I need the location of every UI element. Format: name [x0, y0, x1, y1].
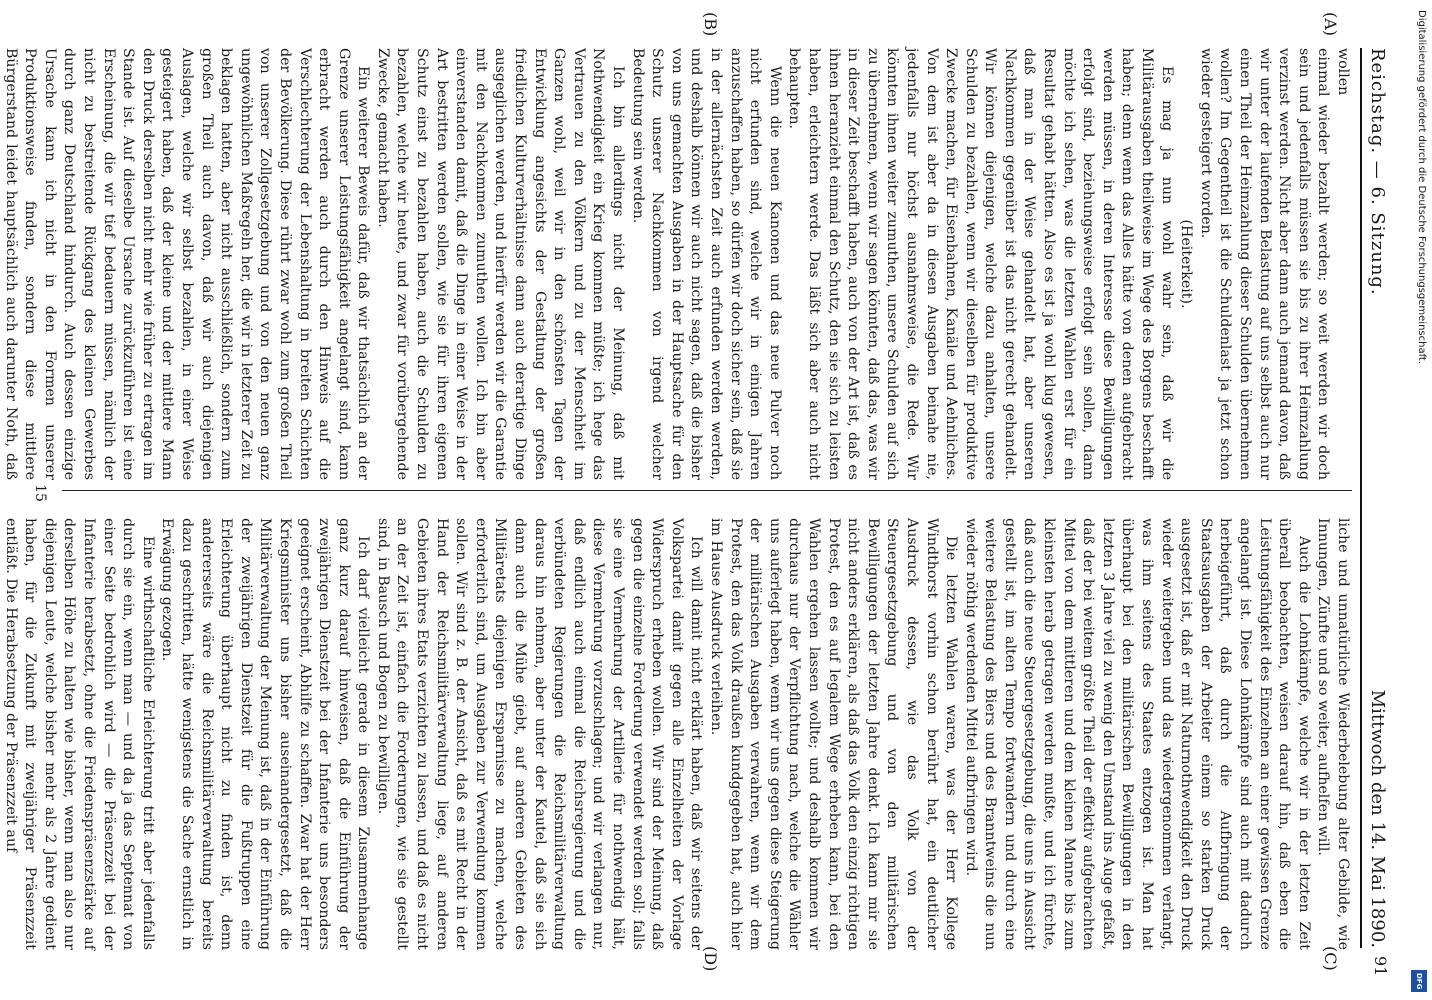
credit-text: Digitalisierung gefördert durch die Deutsche Forschungsgemeinschaft.: [1416, 10, 1427, 365]
margin-marker-a: (A): [1321, 12, 1340, 37]
margin-marker-d: (D): [701, 946, 720, 972]
right-column: [2, 518, 1352, 950]
header-title: Reichstag. — 6. Sitzung.: [1367, 48, 1388, 296]
paragraph: Es mag ja nun wohl wahr sein, daß wir die Militärausgaben theilweise im Wege des Borgens beschafft haben; denn wenn das Alles hätte von denen aufgebracht werden müssen, in deren Interesse diese Bewilligungen erfolgt sind, beziehungsweise erfolgt sein sollen, dann möchte ich sehen, was die letzten Wahlen erst für ein Resultat gehabt hätten. Also es ist ja wohl klug gewesen, daß man in der Weise gehandelt hat, aber unseren Nachkommen gegenüber ist das nicht gerecht gehandelt. Wir können diejenigen, welche dazu anhalten, unsere Schulden zu bezahlen, wenn wir dieselben für produktive Zwecke machen, für Eisenbahnen, Kanäle und Aehnliches. Von dem ist aber da in diesen Ausgaben beinahe nie, jedenfalls nur höchst ausnahmsweise, die Rede. Wir könnten ihnen weiter zumuthen, unsere Schulden auf sich zu übernehmen, wenn wir sagen könnten, daß das, was wir in dieser Zeit beschafft haben, auch von der Art ist, daß es ihnen heranzieht einmal den Schutz, den sie sich zu leisten haben, erleichtern werde. Das läßt sich aber auch nicht behaupten.: [786, 48, 1175, 480]
paragraph: Ein weiterer Beweis dafür, daß wir thatsächlich an der Grenze unserer Leistungsfähigkeit angelangt sind, kann erbracht werden auch durch den Hinweis auf die Verschlechterung der Lebenshaltung in breiten Schichten der Bevölkerung. Diese rührt zwar wohl zum großen Theil von unserer Zollgesetzgebung und von den neuen ganz ungewöhnlichen Maßregeln her, die wir in letzterer Zeit zu beklagen hatten, aber nicht ausschließlich, sondern zum großen Theil auch davon, daß wir auch diejenigen Auslagen, welche wir selbst bezahlen, in einer Weise gesteigert haben, daß der kleine und der mittlere Mann den Druck derselben nicht mehr wie früher zu ertragen im Stande ist. Auf dieselbe Ursache zurückzuführen ist eine Erscheinung, die wir tief bedauern müssen, nämlich der nicht zu bestreitende Rückgang des kleinen Gewerbes durch ganz Deutschland hindurch. Auch dessen einzige Ursache kann ich nicht in den Formen unserer Produktionsweise finden, sondern diese mittlere Bürgerstand leidet hauptsächlich auch darunter Noth, daß: [2, 48, 372, 480]
page-header: [1360, 48, 1392, 948]
paragraph: einmal wieder bezahlt werden; so weit werden wir doch sein und jedenfalls müssen sie bis zu ihrer Heimzahlung verzinst werden. Nicht aber dann auch jemand davon, daß wir unter der laufenden Belastung auf uns selbst auch nur einen Theil der Heimzahlung dieser Schulden übernehmen wollen? Im Gegentheil ist die Schuldenlast ja jetzt schon wieder gesteigert worden.: [1197, 48, 1332, 480]
paragraph: wollen: [1335, 48, 1351, 96]
header-date: Mittwoch den 14. Mai 1890.: [1367, 689, 1388, 948]
dfg-logo: DFG: [1411, 970, 1427, 992]
column-divider: [62, 490, 1352, 491]
document-page: [2, 8, 1410, 978]
paragraph: Die letzten Wahlen waren, was der Herr Kollege Windthorst vorhin schon berührt hat, ein deutlicher Ausdruck dessen, wie das Volk von der Steuergesetzgebung und von den militärischen Bewilligungen der letzten Jahre denkt. Ich kann mir sie nicht anders erklären, als daß das Volk den einzig richtigen Protest, den es auf legalem Wege erheben kann, bei den Wahlen ergehen lassen wollte; und deshalb kommen wir durchaus nur der Verpflichtung nach, welche die Wähler uns auferlegt haben, wenn wir uns gegen diese Steigerung der militärischen Ausgaben verwahren, wenn wir dem Protest, den das Volk draußen kundgegeben hat, auch hier im Hause Ausdruck verleihen.: [708, 518, 960, 950]
interjection: (Heiterkeit).: [1178, 219, 1195, 309]
margin-marker-b: (B): [701, 12, 720, 37]
paragraph: Auch die Lohnkämpfe, welche wir in der letzten Zeit überall beobachten, weisen darauf hin, daß eben die Leistungsfähigkeit des Einzelnen an einer gewissen Grenze angelangt ist. Diese Lohnkämpfe sind auch mit dadurch herbeigeführt, daß durch die Aufbringung der Staatsausgaben der Arbeiter einem so starken Druck ausgesetzt ist, daß er mit Naturnothwendigkeit den Druck wieder weitergeben und das wiedergenommen verlangt, was ihm seitens des Staates entzogen ist. Man hat überhaupt bei den militärischen Bewilligungen in den letzten 3 Jahre viel zu wenig den Umstand ins Auge gefaßt, daß der bei weitem größte Theil der effektiv aufgebrachten Mittel von dem mittleren und dem kleinen Manne bis zum kleinsten herab getragen werden mußte, und ich fürchte, daß auch die neue Steuergesetzgebung, die uns in Aussicht gestellt ist, im alten Tempo fortwandern und durch eine weitere Belastung des Biers und des Branntweins die nun wieder nöthig werdenden Mittel aufbringen wird.: [962, 518, 1312, 950]
paragraph: Eine wirthschaftliche Erleichterung tritt aber jedenfalls durch sie ein, wenn man — und da ja das Septennat von einer Seite bedrohlich wird — die Präsenzzeit bei der Infanterie herabsetzt, ohne die Friedenspräsenzstärke auf derselben Höhe zu halten wie bisher, wenn man also nur diejenigen Leute, welche bisher mehr als 2 Jahre gedient haben, für die Zukunft mit zweijähriger Präsenzzeit entläßt. Die Herabsetzung der Präsenzzeit auf: [2, 518, 156, 950]
paragraph: Wenn die neuen Kanonen und das neue Pulver noch nicht erfunden sind, welche wir in einigen Jahren anzuschaffen haben, so dürfen wir doch sicher sein, daß sie in der allernächsten Zeit auch erfunden werden werden, und deshalb können wir auch nicht sagen, daß die bisher von uns gemachten Ausgaben in der Hauptsache für den Schutz unserer Nachkommen von irgend welcher Bedeutung sein werden.: [629, 48, 783, 480]
margin-marker-c: (C): [1321, 946, 1340, 971]
digitization-credit: [1408, 0, 1430, 1000]
paragraph: Ich bin allerdings nicht der Meinung, daß mit Nothwendigkeit ein Krieg kommen müßte; ich hege das Vertrauen zu den Völkern und zu der Menschheit im Ganzen wohl, weil wir in den schönsten Tagen der Entwicklung angesichts der Gestaltung der großen friedlichen Kulturverhältnisse dann auch derartige Dinge ausgeglichen werden, und hierfür werden wir die Garantie mit den Nachkommen zumuthen wollen. Ich bin aber einverstanden damit, daß die Dinge in einer Weise in der Art bestritten werden sollen, wie sie für ihren eigenen Schutz einst zu bezahlen haben, auch die Schulden zu bezahlen, welche wir heute, und zwar für vorübergehende Zwecke, gemacht haben.: [374, 48, 627, 480]
paragraph: Ich will damit nicht erklärt haben, daß wir seitens der Volkspartei damit gegen alle Einzelheiten der Vorlage Widerspruch erheben wollen. Wir sind der Meinung, daß gegen die einzelne Forderung verwendet werden soll; falls sie eine Vermehrung der Artillerie für nothwendig hält, diese Vermehrung vorzuschlagen; und wir verlangen nur, daß endlich auch einmal die Reichsregierung und die verbündeten Regierungen die Reichsmilitärverwaltung daraus hin nehmen, aber unter der Kautel, daß sie sich dann auch die Mühe giebt, auf anderen Gebieten des Militäretats diejenigen Ersparnisse zu machen, welche erforderlich sind, um Ausgaben zur Verwendung kommen sollen. Wir sind z. B. der Ansicht, daß es mit Recht in der Hand der Reichsmilitärverwaltung liege, auf anderen Gebieten ihres Etats verzichten zu lassen, und daß es nicht an der Zeit ist, einfach die Forderungen, wie sie gestellt sind, in Bausch und Bogen zu bewilligen.: [374, 518, 705, 950]
paragraph: Ich darf vielleicht gerade in diesem Zusammenhange ganz kurz darauf hinweisen, daß die Einführung der zweijährigen Dienstzeit bei der Infanterie uns besonders geeignet erscheint, Abhilfe zu schaffen. Zwar hat der Herr Kriegsminister uns bisher auseinandergesetzt, daß die Militärverwaltung der Meinung ist, daß in der Einführung der zweijährigen Dienstzeit für die Fußtruppen eine Erleichterung überhaupt nicht zu finden ist, denn andererseits wäre die Reichsmilitärverwaltung bereits dazu geschritten, hätte wenigstens die Sache ernstlich in Erwägung gezogen.: [159, 518, 372, 950]
paragraph: liche und unnatürliche Wiederbelebung alter Gebilde, wie Innungen, Zünfte und so weiter, aufhelfen will.: [1315, 518, 1351, 950]
left-column: [2, 48, 1352, 480]
footer-page-number: 15: [32, 484, 48, 502]
header-page-number: 91: [1371, 956, 1390, 977]
